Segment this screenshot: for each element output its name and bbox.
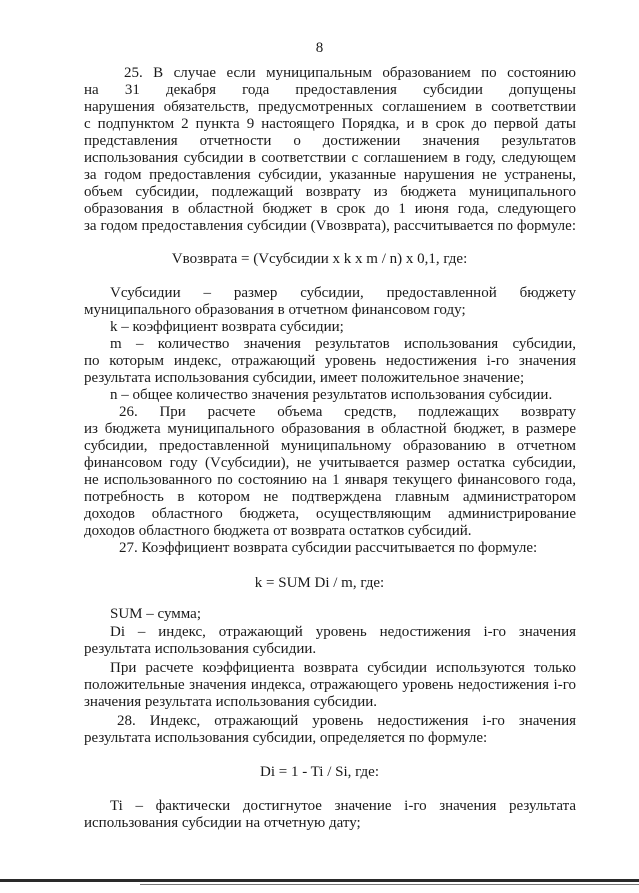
text-line: доходов областного бюджета от возврата остатков субсидий.	[84, 523, 472, 539]
text-line: При расчете коэффициента возврата субсидии используются только	[110, 660, 576, 676]
page-number: 8	[315, 40, 324, 56]
text-line: из бюджета муниципального образования в областной бюджет, в размере	[84, 421, 576, 437]
text-line: финансовом году (Vсубсидии), не учитывается размер остатка субсидии,	[84, 455, 576, 471]
text-line: представления отчетности о достижении значения результатов	[84, 133, 576, 149]
text-line: Vсубсидии – размер субсидии, предоставленной бюджету	[110, 285, 576, 301]
text-line: нарушения обязательств, предусмотренных соглашением в соответствии	[84, 99, 576, 115]
text-line: 26. При расчете объема средств, подлежащих возврату	[119, 404, 576, 420]
text-line: m – количество значения результатов использования субсидии,	[110, 336, 576, 352]
text-line: с подпунктом 2 пункта 9 настоящего Порядка, и в срок до первой даты	[84, 116, 576, 132]
text-line: субсидии, предоставленной муниципальному образованию в отчетном	[84, 438, 576, 454]
text-line: Di – индекс, отражающий уровень недостижения i-го значения	[110, 624, 576, 640]
text-line: положительные значения индекса, отражающего уровень недостижения i-го	[84, 677, 576, 693]
text-line: n – общее количество значения результатов использования субсидии.	[110, 387, 553, 403]
text-line: k – коэффициент возврата субсидии;	[110, 319, 344, 335]
text-line: за годом предоставления субсидии, указанные нарушения не устранены,	[84, 167, 576, 183]
scan-edge-line	[0, 879, 639, 882]
text-line: значения результата использования субсидии.	[84, 694, 378, 710]
text-line: объем субсидии, подлежащий возврату из бюджета муниципального	[84, 184, 576, 200]
text-line: использования субсидии в соответствии с соглашением в году, следующем	[84, 150, 576, 166]
text-line: 25. В случае если муниципальным образованием по состоянию	[124, 65, 576, 81]
text-line: 28. Индекс, отражающий уровень недостижения i-го значения	[117, 713, 576, 729]
formula-di: Di = 1 - Ti / Si, где:	[259, 764, 380, 780]
scan-edge-line	[140, 884, 639, 885]
text-line: 27. Коэффициент возврата субсидии рассчитывается по формуле:	[119, 540, 538, 556]
text-line: SUM – сумма;	[110, 606, 201, 622]
text-line: использования субсидии на отчетную дату;	[84, 815, 361, 831]
text-line: Ti – фактически достигнутое значение i-го значения результата	[110, 798, 576, 814]
text-line: доходов областного бюджета, осуществляющим администрирование	[84, 506, 576, 522]
text-line: по которым индекс, отражающий уровень недостижения i-го значения	[84, 353, 576, 369]
text-line: за годом предоставления субсидии (Vвозврата), рассчитывается по формуле:	[84, 218, 576, 234]
text-line: не использованного по состоянию на 1 января текущего финансового года,	[84, 472, 576, 488]
text-line: на 31 декабря года предоставления субсидии допущены	[84, 82, 576, 98]
text-line: результата использования субсидии, имеет положительное значение;	[84, 370, 525, 386]
text-line: потребность в котором не подтверждена главным администратором	[84, 489, 576, 505]
text-line: муниципального образования в отчетном финансовом году;	[84, 302, 466, 318]
text-line: образования в областной бюджет в срок до 1 июня года, следующего	[84, 201, 576, 217]
text-line: результата использования субсидии.	[84, 641, 317, 657]
formula-k: k = SUM Di / m, где:	[254, 575, 385, 591]
formula-v-vozvrata: Vвозврата = (Vсубсидии x k x m / n) x 0,1, где:	[171, 251, 468, 267]
text-line: результата использования субсидии, определяется по формуле:	[84, 730, 488, 746]
